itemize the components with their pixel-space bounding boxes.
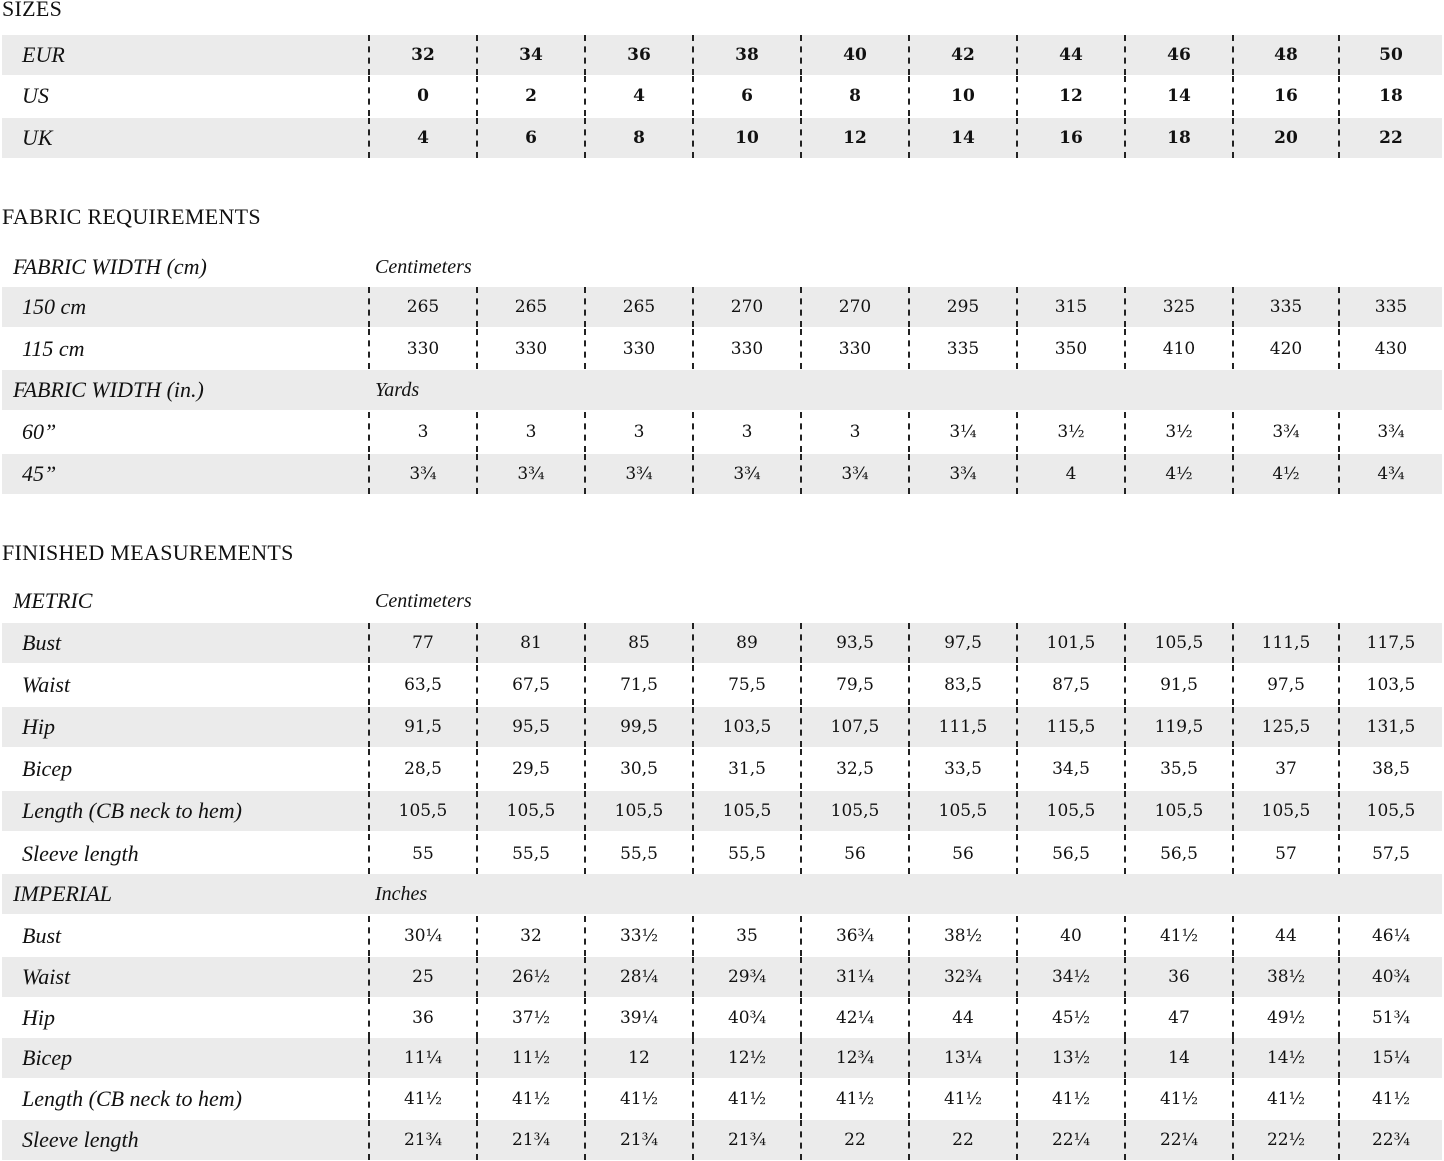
table-cell: 4½ bbox=[1232, 454, 1338, 494]
table-cell: 33½ bbox=[584, 916, 692, 956]
table-cell: 36 bbox=[584, 35, 692, 75]
table-cell: 410 bbox=[1124, 329, 1232, 369]
table-cell: 3¾ bbox=[584, 454, 692, 494]
table-cell: 111,5 bbox=[908, 707, 1016, 747]
table-cell: 103,5 bbox=[1338, 665, 1442, 705]
row-label: 60” bbox=[22, 419, 57, 444]
table-cell: 4 bbox=[368, 118, 476, 158]
table-cell: 32¾ bbox=[908, 957, 1016, 997]
row-values bbox=[368, 957, 1442, 997]
table-cell: 330 bbox=[800, 329, 908, 369]
table-cell: 55,5 bbox=[584, 834, 692, 874]
table-cell: 57 bbox=[1232, 834, 1338, 874]
table-cell: 3¾ bbox=[800, 454, 908, 494]
table-cell: 295 bbox=[908, 287, 1016, 327]
group-header-row bbox=[2, 874, 1442, 914]
table-cell: 315 bbox=[1016, 287, 1124, 327]
table-cell: 4 bbox=[1016, 454, 1124, 494]
table-cell: 10 bbox=[692, 118, 800, 158]
table-cell: 21¾ bbox=[368, 1120, 476, 1160]
table-cell: 38,5 bbox=[1338, 749, 1442, 789]
table-cell: 93,5 bbox=[800, 623, 908, 663]
group-header-row bbox=[2, 581, 1442, 621]
table-cell: 33,5 bbox=[908, 749, 1016, 789]
table-cell: 22½ bbox=[1232, 1120, 1338, 1160]
row-label: Sleeve length bbox=[22, 841, 139, 866]
table-row bbox=[2, 1120, 1442, 1160]
table-cell: 99,5 bbox=[584, 707, 692, 747]
table-row bbox=[2, 35, 1442, 75]
table-cell: 41½ bbox=[584, 1079, 692, 1119]
table-cell: 34 bbox=[476, 35, 584, 75]
table-cell: 47 bbox=[1124, 998, 1232, 1038]
table-cell: 105,5 bbox=[800, 791, 908, 831]
row-label: Length (CB neck to hem) bbox=[22, 1086, 242, 1111]
table-row bbox=[2, 623, 1442, 663]
table-cell: 10 bbox=[908, 76, 1016, 116]
table-cell: 41½ bbox=[476, 1079, 584, 1119]
row-values bbox=[368, 287, 1442, 327]
table-cell: 107,5 bbox=[800, 707, 908, 747]
table-cell: 41½ bbox=[692, 1079, 800, 1119]
table-cell: 97,5 bbox=[1232, 665, 1338, 705]
table-cell: 105,5 bbox=[1232, 791, 1338, 831]
table-cell: 21¾ bbox=[692, 1120, 800, 1160]
row-label: Bicep bbox=[22, 1045, 73, 1070]
table-cell: 32 bbox=[368, 35, 476, 75]
table-cell: 12¾ bbox=[800, 1038, 908, 1078]
table-cell: 265 bbox=[368, 287, 476, 327]
table-cell: 63,5 bbox=[368, 665, 476, 705]
table-row bbox=[2, 412, 1442, 452]
table-cell: 3¾ bbox=[908, 454, 1016, 494]
table-cell: 83,5 bbox=[908, 665, 1016, 705]
row-label: Waist bbox=[22, 964, 71, 989]
table-cell: 56 bbox=[800, 834, 908, 874]
table-row bbox=[2, 998, 1442, 1038]
table-cell: 44 bbox=[1016, 35, 1124, 75]
table-cell: 44 bbox=[908, 998, 1016, 1038]
row-label: METRIC bbox=[13, 588, 93, 613]
table-cell: 48 bbox=[1232, 35, 1338, 75]
table-cell: 3½ bbox=[1016, 412, 1124, 452]
table-cell: 3 bbox=[368, 412, 476, 452]
table-cell: 22¾ bbox=[1338, 1120, 1442, 1160]
table-cell: 71,5 bbox=[584, 665, 692, 705]
table-cell: 335 bbox=[1232, 287, 1338, 327]
row-values bbox=[368, 35, 1442, 75]
row-label: 115 cm bbox=[22, 336, 85, 361]
table-row bbox=[2, 707, 1442, 747]
table-cell: 105,5 bbox=[1338, 791, 1442, 831]
table-cell: 3¾ bbox=[476, 454, 584, 494]
table-cell: 55 bbox=[368, 834, 476, 874]
table-cell: 335 bbox=[1338, 287, 1442, 327]
table-cell: 40 bbox=[800, 35, 908, 75]
table-cell: 37½ bbox=[476, 998, 584, 1038]
table-cell: 22¼ bbox=[1124, 1120, 1232, 1160]
table-row bbox=[2, 1079, 1442, 1119]
table-cell: 105,5 bbox=[584, 791, 692, 831]
table-cell: 131,5 bbox=[1338, 707, 1442, 747]
row-label: Bust bbox=[22, 630, 62, 655]
table-cell: 21¾ bbox=[476, 1120, 584, 1160]
table-cell: 430 bbox=[1338, 329, 1442, 369]
table-cell: 40¾ bbox=[692, 998, 800, 1038]
row-label: FABRIC WIDTH (cm) bbox=[13, 254, 207, 279]
table-cell: 46 bbox=[1124, 35, 1232, 75]
table-cell: 44 bbox=[1232, 916, 1338, 956]
table-cell: 30¼ bbox=[368, 916, 476, 956]
table-cell: 265 bbox=[584, 287, 692, 327]
table-cell: 6 bbox=[476, 118, 584, 158]
row-label: Length (CB neck to hem) bbox=[22, 798, 242, 823]
table-cell: 3 bbox=[476, 412, 584, 452]
table-cell: 56,5 bbox=[1124, 834, 1232, 874]
row-label: 150 cm bbox=[22, 294, 87, 319]
table-cell: 3 bbox=[800, 412, 908, 452]
row-values bbox=[368, 998, 1442, 1038]
row-values bbox=[368, 623, 1442, 663]
table-row bbox=[2, 329, 1442, 369]
table-cell: 3½ bbox=[1124, 412, 1232, 452]
row-values bbox=[368, 329, 1442, 369]
table-cell: 330 bbox=[368, 329, 476, 369]
table-row bbox=[2, 791, 1442, 831]
row-label: Waist bbox=[22, 672, 71, 697]
table-row bbox=[2, 454, 1442, 494]
table-cell: 77 bbox=[368, 623, 476, 663]
table-cell: 12½ bbox=[692, 1038, 800, 1078]
group-header-row bbox=[2, 370, 1442, 410]
table-cell: 270 bbox=[692, 287, 800, 327]
table-cell: 40 bbox=[1016, 916, 1124, 956]
table-cell: 14 bbox=[1124, 1038, 1232, 1078]
table-cell: 22¼ bbox=[1016, 1120, 1124, 1160]
row-label: Hip bbox=[22, 1005, 55, 1030]
table-cell: 4½ bbox=[1124, 454, 1232, 494]
table-cell: 3 bbox=[692, 412, 800, 452]
table-cell: 67,5 bbox=[476, 665, 584, 705]
table-cell: 14 bbox=[1124, 76, 1232, 116]
table-cell: 34,5 bbox=[1016, 749, 1124, 789]
row-values bbox=[368, 1120, 1442, 1160]
table-cell: 265 bbox=[476, 287, 584, 327]
table-cell: 28,5 bbox=[368, 749, 476, 789]
table-row bbox=[2, 834, 1442, 874]
table-cell: 18 bbox=[1124, 118, 1232, 158]
table-cell: 32,5 bbox=[800, 749, 908, 789]
table-cell: 85 bbox=[584, 623, 692, 663]
table-cell: 41½ bbox=[908, 1079, 1016, 1119]
table-cell: 87,5 bbox=[1016, 665, 1124, 705]
table-cell: 8 bbox=[800, 76, 908, 116]
table-cell: 3 bbox=[584, 412, 692, 452]
row-label: 45” bbox=[22, 461, 57, 486]
table-cell: 81 bbox=[476, 623, 584, 663]
table-cell: 28¼ bbox=[584, 957, 692, 997]
table-cell: 51¾ bbox=[1338, 998, 1442, 1038]
row-values bbox=[368, 118, 1442, 158]
table-cell: 37 bbox=[1232, 749, 1338, 789]
table-cell: 101,5 bbox=[1016, 623, 1124, 663]
table-cell: 125,5 bbox=[1232, 707, 1338, 747]
table-cell: 46¼ bbox=[1338, 916, 1442, 956]
table-cell: 12 bbox=[584, 1038, 692, 1078]
table-cell: 105,5 bbox=[908, 791, 1016, 831]
table-cell: 41½ bbox=[1124, 1079, 1232, 1119]
row-values bbox=[368, 749, 1442, 789]
table-cell: 11½ bbox=[476, 1038, 584, 1078]
table-row bbox=[2, 76, 1442, 116]
table-cell: 55,5 bbox=[476, 834, 584, 874]
table-cell: 117,5 bbox=[1338, 623, 1442, 663]
table-cell: 105,5 bbox=[1016, 791, 1124, 831]
table-cell: 40¾ bbox=[1338, 957, 1442, 997]
section-title: FABRIC REQUIREMENTS bbox=[2, 204, 261, 229]
table-cell: 8 bbox=[584, 118, 692, 158]
table-cell: 22 bbox=[800, 1120, 908, 1160]
table-cell: 4¾ bbox=[1338, 454, 1442, 494]
row-label: IMPERIAL bbox=[13, 881, 112, 906]
unit-label: Inches bbox=[375, 883, 428, 905]
table-cell: 14½ bbox=[1232, 1038, 1338, 1078]
table-cell: 97,5 bbox=[908, 623, 1016, 663]
table-cell: 29,5 bbox=[476, 749, 584, 789]
table-cell: 31,5 bbox=[692, 749, 800, 789]
table-cell: 2 bbox=[476, 76, 584, 116]
table-cell: 12 bbox=[1016, 76, 1124, 116]
unit-label: Centimeters bbox=[375, 590, 472, 612]
table-cell: 57,5 bbox=[1338, 834, 1442, 874]
table-cell: 105,5 bbox=[368, 791, 476, 831]
table-cell: 103,5 bbox=[692, 707, 800, 747]
table-cell: 79,5 bbox=[800, 665, 908, 705]
table-cell: 330 bbox=[692, 329, 800, 369]
table-cell: 3¾ bbox=[368, 454, 476, 494]
row-values bbox=[368, 707, 1442, 747]
row-values bbox=[368, 454, 1442, 494]
table-cell: 50 bbox=[1338, 35, 1442, 75]
table-cell: 39¼ bbox=[584, 998, 692, 1038]
table-cell: 15¼ bbox=[1338, 1038, 1442, 1078]
table-cell: 420 bbox=[1232, 329, 1338, 369]
table-cell: 26½ bbox=[476, 957, 584, 997]
group-header-row bbox=[2, 247, 1442, 287]
table-cell: 330 bbox=[476, 329, 584, 369]
table-cell: 105,5 bbox=[1124, 791, 1232, 831]
table-cell: 0 bbox=[368, 76, 476, 116]
unit-label: Yards bbox=[375, 379, 420, 401]
table-cell: 36 bbox=[368, 998, 476, 1038]
section-title: SIZES bbox=[2, 0, 63, 21]
table-cell: 36¾ bbox=[800, 916, 908, 956]
row-label: EUR bbox=[22, 42, 65, 67]
row-label: FABRIC WIDTH (in.) bbox=[13, 377, 204, 402]
table-cell: 105,5 bbox=[692, 791, 800, 831]
table-cell: 95,5 bbox=[476, 707, 584, 747]
table-cell: 41½ bbox=[800, 1079, 908, 1119]
table-cell: 29¾ bbox=[692, 957, 800, 997]
table-row bbox=[2, 287, 1442, 327]
table-cell: 34½ bbox=[1016, 957, 1124, 997]
table-cell: 45½ bbox=[1016, 998, 1124, 1038]
table-cell: 32 bbox=[476, 916, 584, 956]
table-cell: 4 bbox=[584, 76, 692, 116]
table-cell: 3¾ bbox=[1232, 412, 1338, 452]
table-cell: 41½ bbox=[368, 1079, 476, 1119]
row-values bbox=[368, 791, 1442, 831]
table-cell: 35 bbox=[692, 916, 800, 956]
table-cell: 91,5 bbox=[1124, 665, 1232, 705]
table-cell: 13½ bbox=[1016, 1038, 1124, 1078]
table-cell: 22 bbox=[1338, 118, 1442, 158]
table-cell: 91,5 bbox=[368, 707, 476, 747]
section-title: FINISHED MEASUREMENTS bbox=[2, 540, 294, 565]
row-values bbox=[368, 412, 1442, 452]
table-cell: 41½ bbox=[1232, 1079, 1338, 1119]
table-cell: 6 bbox=[692, 76, 800, 116]
table-row bbox=[2, 118, 1442, 158]
table-row bbox=[2, 957, 1442, 997]
table-row bbox=[2, 749, 1442, 789]
table-cell: 30,5 bbox=[584, 749, 692, 789]
table-cell: 105,5 bbox=[476, 791, 584, 831]
table-cell: 115,5 bbox=[1016, 707, 1124, 747]
table-cell: 42¼ bbox=[800, 998, 908, 1038]
table-cell: 12 bbox=[800, 118, 908, 158]
table-cell: 55,5 bbox=[692, 834, 800, 874]
table-cell: 14 bbox=[908, 118, 1016, 158]
table-cell: 41½ bbox=[1338, 1079, 1442, 1119]
table-cell: 20 bbox=[1232, 118, 1338, 158]
row-label: Hip bbox=[22, 714, 55, 739]
row-values bbox=[368, 916, 1442, 956]
table-cell: 3¼ bbox=[908, 412, 1016, 452]
table-row bbox=[2, 665, 1442, 705]
row-values bbox=[368, 1079, 1442, 1119]
row-label: US bbox=[22, 83, 49, 108]
table-cell: 49½ bbox=[1232, 998, 1338, 1038]
table-cell: 38½ bbox=[908, 916, 1016, 956]
table-row bbox=[2, 916, 1442, 956]
table-cell: 31¼ bbox=[800, 957, 908, 997]
table-cell: 25 bbox=[368, 957, 476, 997]
table-cell: 105,5 bbox=[1124, 623, 1232, 663]
table-cell: 36 bbox=[1124, 957, 1232, 997]
table-cell: 335 bbox=[908, 329, 1016, 369]
table-cell: 111,5 bbox=[1232, 623, 1338, 663]
table-cell: 56 bbox=[908, 834, 1016, 874]
table-cell: 16 bbox=[1232, 76, 1338, 116]
table-cell: 18 bbox=[1338, 76, 1442, 116]
table-cell: 56,5 bbox=[1016, 834, 1124, 874]
table-cell: 330 bbox=[584, 329, 692, 369]
row-label: Sleeve length bbox=[22, 1127, 139, 1152]
table-cell: 11¼ bbox=[368, 1038, 476, 1078]
row-values bbox=[368, 665, 1442, 705]
table-cell: 21¾ bbox=[584, 1120, 692, 1160]
row-label: Bicep bbox=[22, 756, 73, 781]
table-cell: 119,5 bbox=[1124, 707, 1232, 747]
table-cell: 38 bbox=[692, 35, 800, 75]
table-cell: 38½ bbox=[1232, 957, 1338, 997]
table-cell: 41½ bbox=[1016, 1079, 1124, 1119]
table-cell: 35,5 bbox=[1124, 749, 1232, 789]
row-label: Bust bbox=[22, 923, 62, 948]
table-cell: 325 bbox=[1124, 287, 1232, 327]
unit-label: Centimeters bbox=[375, 256, 472, 278]
row-values bbox=[368, 76, 1442, 116]
table-cell: 41½ bbox=[1124, 916, 1232, 956]
row-values bbox=[368, 834, 1442, 874]
table-cell: 3¾ bbox=[692, 454, 800, 494]
row-label: UK bbox=[22, 125, 53, 150]
table-cell: 89 bbox=[692, 623, 800, 663]
table-cell: 16 bbox=[1016, 118, 1124, 158]
table-cell: 75,5 bbox=[692, 665, 800, 705]
table-cell: 13¼ bbox=[908, 1038, 1016, 1078]
table-cell: 350 bbox=[1016, 329, 1124, 369]
table-cell: 42 bbox=[908, 35, 1016, 75]
table-cell: 270 bbox=[800, 287, 908, 327]
row-values bbox=[368, 1038, 1442, 1078]
table-cell: 3¾ bbox=[1338, 412, 1442, 452]
table-row bbox=[2, 1038, 1442, 1078]
table-cell: 22 bbox=[908, 1120, 1016, 1160]
